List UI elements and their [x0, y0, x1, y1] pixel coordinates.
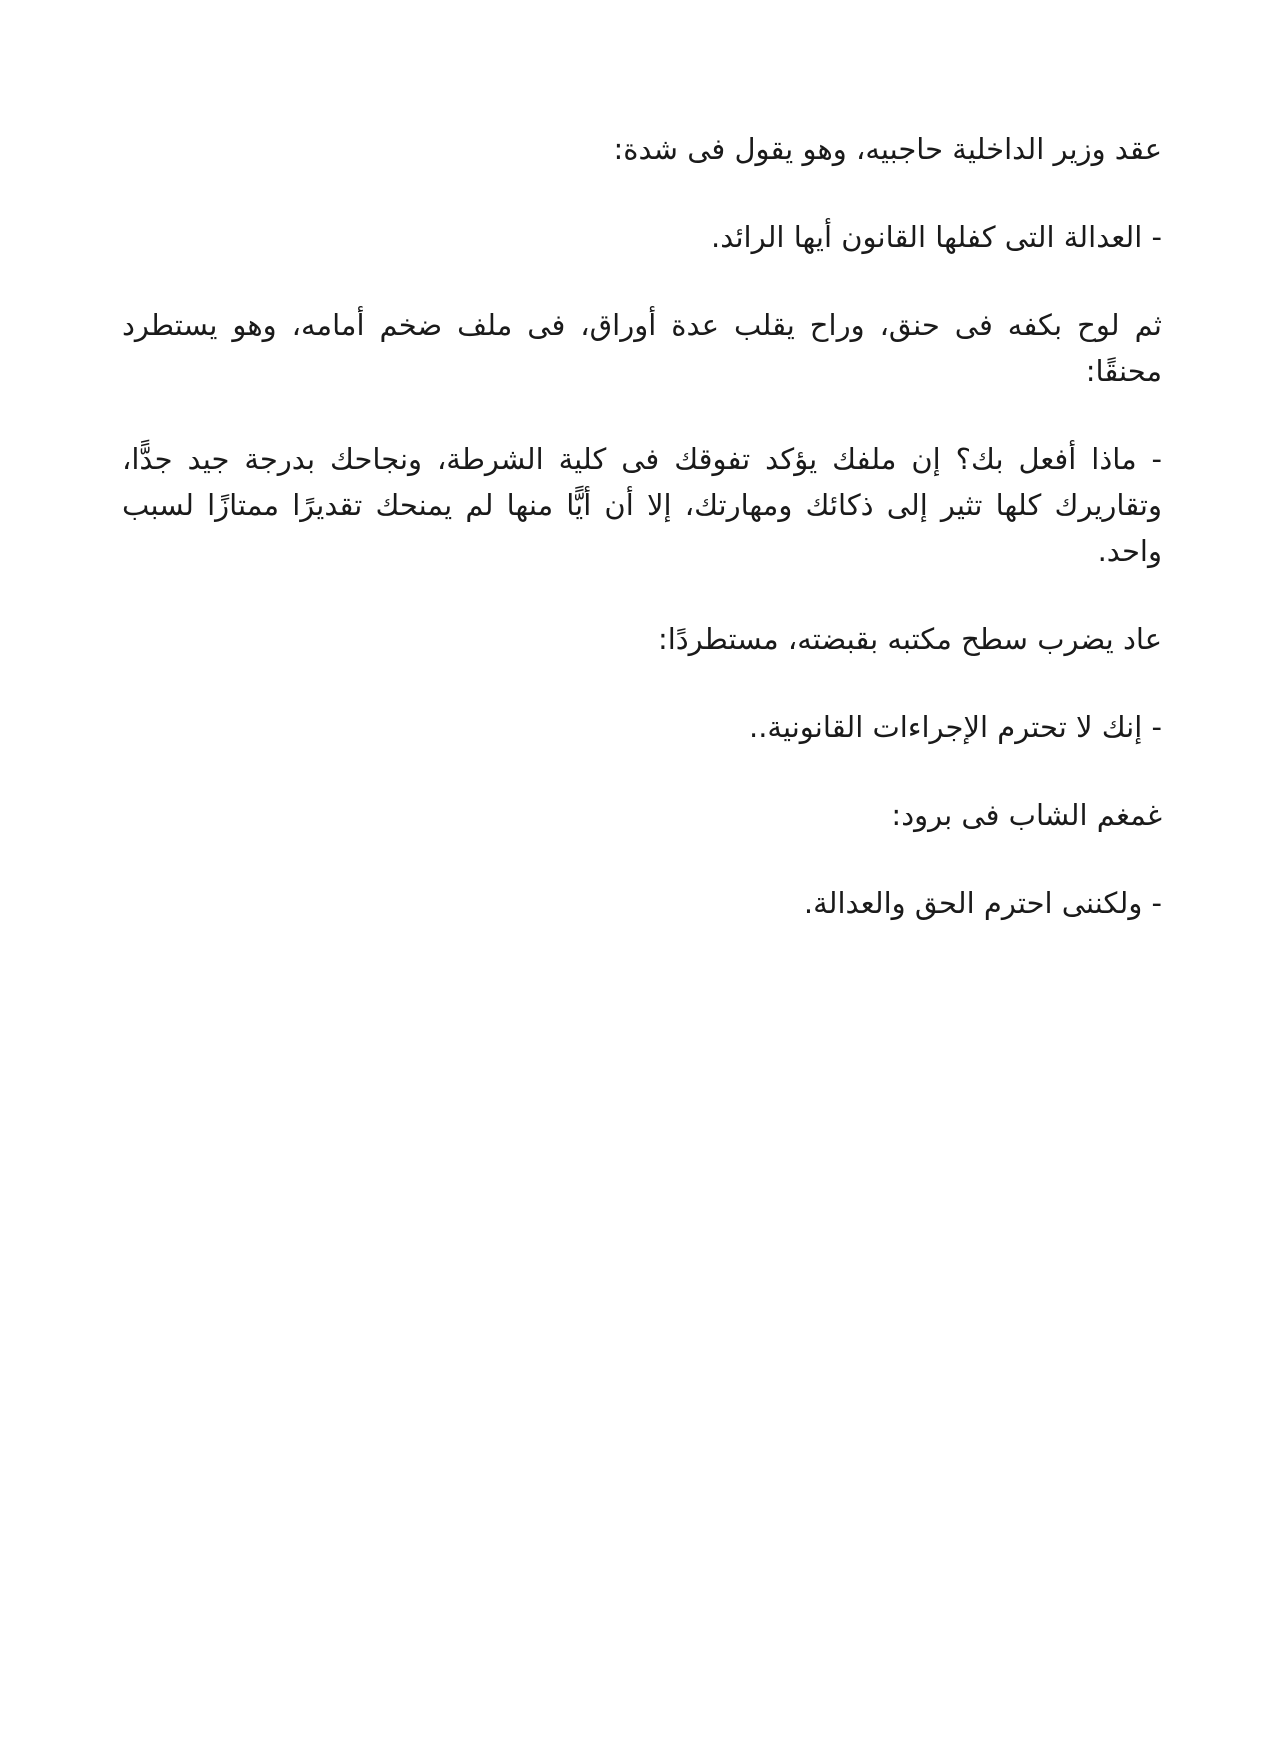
- paragraph: غمغم الشاب فى برود:: [891, 798, 1162, 832]
- paragraph: عقد وزير الداخلية حاجبيه، وهو يقول فى شدة:: [613, 132, 1162, 166]
- paragraph: - العدالة التى كفلها القانون أيها الرائد.: [711, 220, 1162, 254]
- paragraph: ثم لوح بكفه فى حنق، وراح يقلب عدة أوراق، فى ملف ضخم أمامه، وهو يستطرد محنقًا:: [122, 308, 1162, 388]
- paragraph: عاد يضرب سطح مكتبه بقبضته، مستطردًا:: [657, 622, 1162, 656]
- paragraph: - ولكننى احترم الحق والعدالة.: [803, 886, 1162, 920]
- paragraph: - ماذا أفعل بك؟ إن ملفك يؤكد تفوقك فى كلية الشرطة، ونجاحك بدرجة جيد جدًّا، وتقاريرك كلها تثير إلى ذكائك ومهارتك، إلا أن أيًّا منها لم يمنحك تقديرًا ممتازًا لسبب واحد.: [122, 442, 1162, 568]
- paragraph: - إنك لا تحترم الإجراءات القانونية..: [749, 710, 1162, 744]
- body-text: [122, 126, 1162, 968]
